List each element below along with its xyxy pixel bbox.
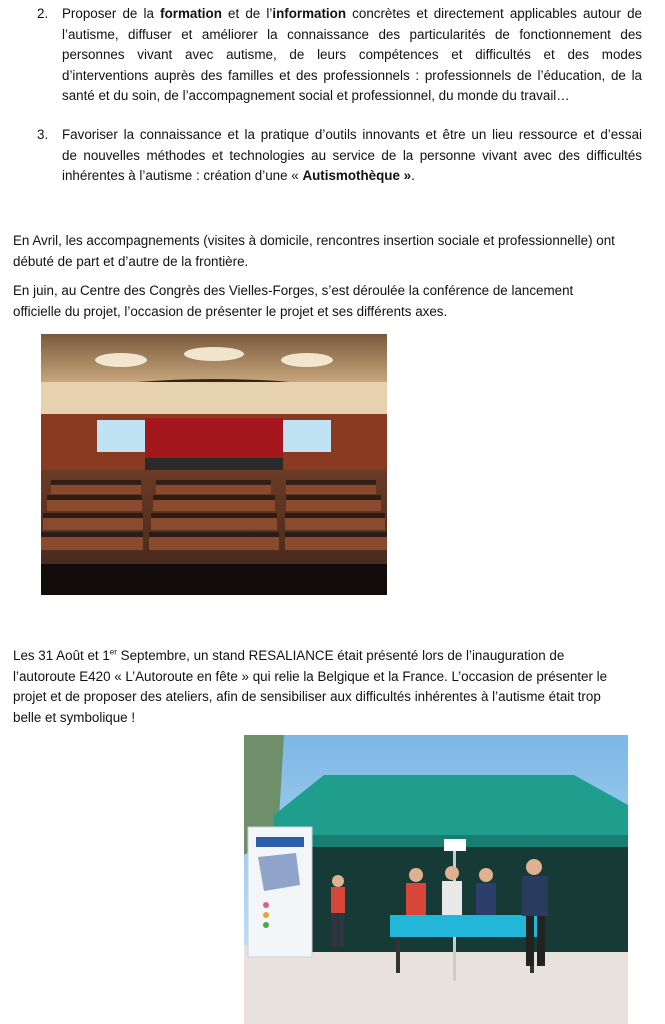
paragraph-line: projet et de proposer des ateliers, afin de sensibiliser aux difficultés inhérentes à l’autisme était trop: [13, 689, 601, 704]
paragraph-june: [13, 281, 653, 322]
bold-term: formation: [160, 6, 222, 21]
superscript: er: [109, 647, 117, 657]
list-line: Proposer de la formation et de l’information concrètes et directement applicables autour de: [62, 6, 642, 21]
list-line: l’autisme, diffuser et améliorer la connaissance des particularités de fonctionnement des: [62, 26, 642, 42]
paragraph-line: débuté de part et d’autre de la frontière.: [13, 253, 249, 269]
bold-term: information: [272, 6, 347, 21]
paragraph-line: En Avril, les accompagnements (visites à domicile, rencontres insertion sociale et professionnelle) ont: [13, 233, 615, 248]
paragraph-line: Les 31 Août et 1er Septembre, un stand RESALIANCE était présenté lors de l’inauguration de: [13, 647, 565, 663]
paragraph-line: officielle du projet, l’occasion de présenter le projet et ses différents axes.: [13, 303, 448, 319]
list-line: d’interventions auprès des familles et des professionnels : professionnels de l’éducation, de la: [62, 67, 642, 83]
bold-term: Autismothèque »: [302, 168, 412, 183]
list-item-3: [62, 125, 642, 187]
list-line: de nouvelles méthodes et technologies au service de la personne vivant avec des difficultés: [62, 147, 642, 163]
paragraph-august: [13, 646, 653, 728]
conference-hall-photo: [41, 334, 387, 595]
list-line: santé et du soin, de l’accompagnement social et professionnel, du monde du travail…: [62, 88, 570, 103]
resaliance-stand-photo: [244, 735, 628, 1024]
list-number-2: 2.: [37, 6, 49, 21]
list-line: personnes vivant avec autisme, de leurs compétences et difficultés et des modes: [62, 47, 642, 62]
paragraph-april: [13, 231, 653, 272]
list-line: inhérentes à l’autisme : création d’une « Autismothèque ».: [62, 168, 415, 183]
paragraph-line: belle et symbolique !: [13, 709, 136, 725]
paragraph-line: l’autoroute E420 « L’Autoroute en fête » qui relie la Belgique et la France. L’occasion de présenter le: [13, 668, 608, 684]
list-number-3: 3.: [37, 127, 49, 142]
paragraph-line: En juin, au Centre des Congrès des Vielles-Forges, s’est déroulée la conférence de lancement: [13, 283, 574, 298]
list-line: Favoriser la connaissance et la pratique d’outils innovants et être un lieu ressource et d’essai: [62, 127, 642, 142]
list-item-2: [62, 4, 642, 107]
